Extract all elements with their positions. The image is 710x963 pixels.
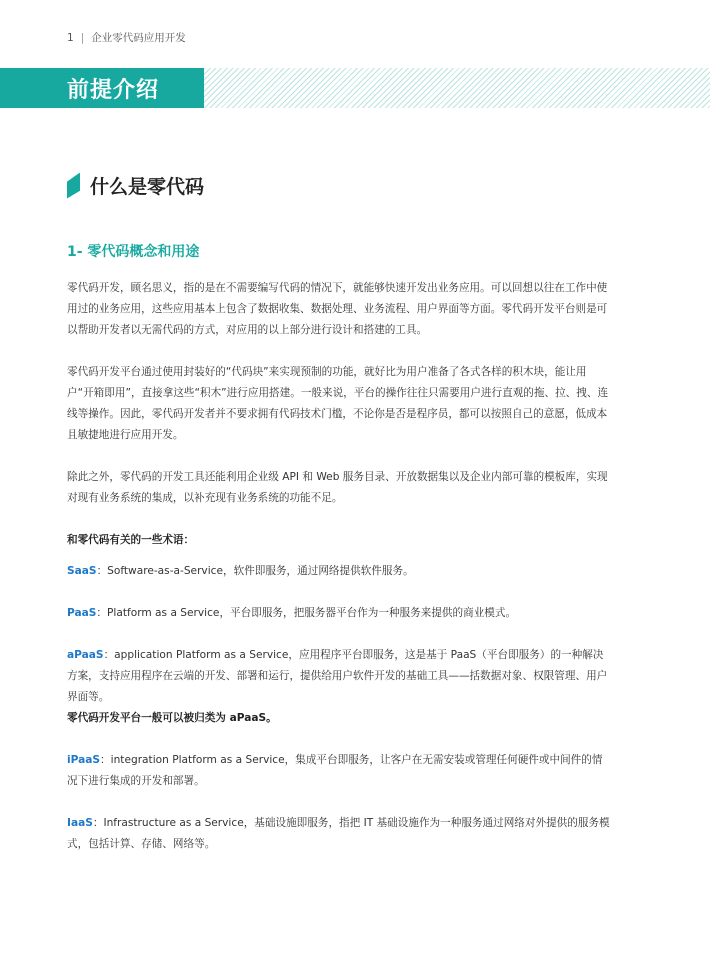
header-separator: | — [80, 31, 85, 44]
section-marker-icon — [67, 173, 80, 199]
term-key: iPaaS — [67, 754, 101, 766]
subsection-title: 1- 零代码概念和用途 — [67, 244, 200, 260]
term-desc: application Platform as a Service，应用程序平台即服务，这是基于 PaaS（平台即服务）的一种解决方案，支持应用程序在云端的开发、部署和运行，提供给用户软件开发的基础工具——括数据对象、权限管理、用户界面等。 — [67, 649, 608, 703]
term-colon: ： — [100, 754, 111, 766]
term-item-ipaas — [67, 750, 612, 792]
term-key: PaaS — [67, 607, 97, 619]
term-colon: ： — [96, 565, 108, 577]
term-desc: Platform as a Service，平台即服务，把服务器平台作为一种服务来提供的商业模式。 — [107, 607, 517, 619]
term-key: SaaS — [67, 565, 97, 577]
term-item-apaas — [67, 645, 612, 729]
term-desc: Infrastructure as a Service，基础设施即服务，指把 IT 基础设施作为一种服务通过网络对外提供的服务模式，包括计算、存储、网络等。 — [67, 817, 610, 850]
term-item-saas — [67, 561, 612, 582]
term-key: IaaS — [67, 817, 93, 829]
term-key: aPaaS — [67, 649, 104, 661]
term-note: 零代码开发平台一般可以被归类为 aPaaS。 — [67, 712, 277, 724]
chapter-title: 前提介绍 — [67, 77, 160, 103]
chapter-banner — [0, 68, 710, 108]
page-number: 1 — [67, 31, 74, 44]
term-item-iaas — [67, 813, 612, 855]
term-colon: ： — [92, 817, 104, 829]
term-colon: ： — [96, 607, 108, 619]
chapter-title-block — [0, 68, 204, 108]
paragraph: 零代码开发，顾名思义，指的是在不需要编写代码的情况下，就能够快速开发出业务应用。可以回想以往在工作中使用过的业务应用，这些应用基本上包含了数据收集、数据处理、业务流程、用户界面等方面。零代码开发平台则是可以帮助开发者以无需代码的方式，对应用的以上部分进行设计和搭建的工具。 — [67, 282, 608, 336]
paragraph: 除此之外，零代码的开发工具还能利用企业级 API 和 Web 服务目录、开放数据集以及企业内部可靠的模板库，实现对现有业务系统的集成，以补充现有业务系统的功能不足。 — [67, 471, 608, 504]
section-title: 什么是零代码 — [90, 176, 205, 198]
section-heading — [67, 172, 204, 199]
term-colon: ： — [103, 649, 115, 661]
page-header — [67, 30, 186, 45]
document-title: 企业零代码应用开发 — [91, 32, 186, 44]
term-desc: Software-as-a-Service，软件即服务，通过网络提供软件服务。 — [107, 565, 414, 577]
body-content — [67, 278, 612, 876]
chapter-stripe-decoration — [204, 68, 710, 108]
terms-heading: 和零代码有关的一些术语： — [67, 534, 195, 546]
paragraph: 零代码开发平台通过使用封装好的“代码块”来实现预制的功能，就好比为用户准备了各式各样的积木块，能让用户“开箱即用”，直接拿这些“积木”进行应用搭建。一般来说，平台的操作往往只需要用户进行直观的拖、拉、拽、连线等操作。因此，零代码开发者并不要求拥有代码技术门槛，不论你是否是程序员，都可以按照自己的意愿，低成本且敏捷地进行应用开发。 — [67, 366, 609, 441]
term-item-paas — [67, 603, 612, 624]
term-desc: integration Platform as a Service，集成平台即服务，让客户在无需安装或管理任何硬件或中间件的情况下进行集成的开发和部署。 — [67, 754, 603, 787]
